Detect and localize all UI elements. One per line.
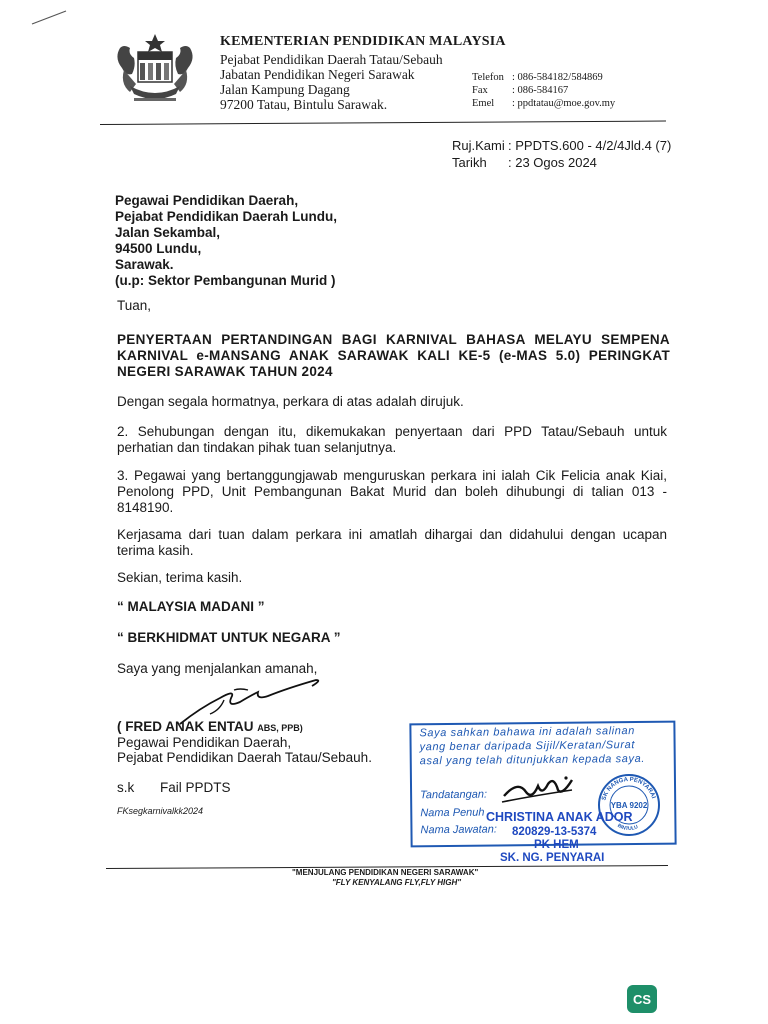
contact-telefon [472,72,603,83]
paragraph-3: 3. Pegawai yang bertanggungjawab menguruskan perkara ini ialah Cik Felicia anak Kiai, Penolong PPD, Unit Pembangunan Bakat Murid dan boleh dihubungi di talian 013 - 8148190. [117,468,667,515]
recipient-line: Pegawai Pendidikan Daerah, [115,193,299,208]
paragraph-4: Kerjasama dari tuan dalam perkara ini amatlah dihargai dan didahului dengan ucapan terima kasih. [117,527,667,558]
contact-value: : 086-584167 [512,85,569,96]
paragraph-1: Dengan segala hormatnya, perkara di atas adalah dirujuk. [117,394,464,409]
cc-label: s.k [117,780,135,795]
contact-fax [472,85,568,96]
stamp-line: asal yang telah ditunjukkan kepada saya. [419,752,646,768]
date-label: Tarikh [452,155,487,170]
ministry-name: KEMENTERIAN PENDIDIKAN MALAYSIA [220,34,506,49]
letter-subject: PENYERTAAN PERTANDINGAN BAGI KARNIVAL BAHASA MELAYU SEMPENA KARNIVAL e-MANSANG ANAK SARAWAK KALI KE-5 (e-MAS 5.0) PERINGKAT NEGERI SARAWAK TAHUN 2024 [117,332,670,379]
paragraph-2: 2. Sehubungan dengan itu, dikemukakan penyertaan dari PPD Tatau/Sebauh untuk perhatian dan tindakan pihak tuan selanjutnya. [117,424,667,455]
contact-label: Emel [472,98,495,109]
recipient-line: 94500 Lundu, [115,241,202,256]
address-line: Pejabat Pendidikan Daerah Tatau/Sebauh [220,52,443,67]
school-seal [596,772,662,838]
address-line: Jalan Kampung Dagang [220,82,350,97]
certifier-signature [496,774,586,810]
pen-mark [30,8,70,28]
address-line: 97200 Tatau, Bintulu Sarawak. [220,97,388,112]
recipient-line: (u.p: Sektor Pembangunan Murid ) [115,273,336,288]
signatory-name [117,719,303,734]
ref-value: : PPDTS.600 - 4/2/4Jld.4 (7) [508,138,672,153]
reference-number [452,138,671,153]
recipient-line: Pejabat Pendidikan Daerah Lundu, [115,209,338,224]
address-line: Jabatan Pendidikan Negeri Sarawak [220,67,415,82]
stamp-line: Saya sahkan bahawa ini adalah salinan [419,725,635,740]
closing-line: Saya yang menjalankan amanah, [117,661,318,676]
stamp-label-post: Nama Jawatan: [420,823,497,837]
reference-date [452,155,597,170]
footer-motto-1: "MENJULANG PENDIDIKAN NEGERI SARAWAK" [292,868,479,877]
contact-value: : ppdtatau@moe.gov.my [512,98,616,109]
seal-ring-bottom: BINTULU [616,822,639,833]
seal-center: YBA 9202 [610,801,648,810]
contact-label: Fax [472,85,488,96]
contact-label: Telefon [472,72,504,83]
contact-value: : 086-584182/584869 [512,72,603,83]
signatory-honours: ABS, PPB) [257,723,303,733]
recipient-line: Sarawak. [115,257,174,272]
stamp-label-signature: Tandatangan: [420,788,488,802]
recipient-line: Jalan Sekambal, [115,225,221,240]
slogan-berkhidmat: “ BERKHIDMAT UNTUK NEGARA ” [117,630,341,645]
certifier-school: SK. NG. PENYARAI [500,852,605,864]
stamp-line: yang benar daripada Sijil/Keratan/Surat [419,739,636,754]
ref-label: Ruj.Kami [452,138,505,153]
signatory-name-text: ( FRED ANAK ENTAU [117,719,254,734]
certifier-ic: 820829-13-5374 [512,826,597,838]
coat-of-arms-logo [108,30,202,106]
file-reference: FKsegkarnivalkk2024 [117,806,204,816]
letterhead-divider [100,121,666,125]
date-value: : 23 Ogos 2024 [508,155,597,170]
slogan-madani: “ MALAYSIA MADANI ” [117,599,265,614]
signatory-office: Pejabat Pendidikan Daerah Tatau/Sebauh. [117,750,372,765]
certifier-post: PK HEM [534,839,579,851]
cc-line [117,780,231,795]
salutation: Tuan, [117,298,152,313]
contact-email [472,98,615,109]
paragraph-5: Sekian, terima kasih. [117,570,243,585]
footer-motto-2: "FLY KENYALANG FLY,FLY HIGH" [332,878,462,887]
signatory-title: Pegawai Pendidikan Daerah, [117,735,292,750]
certifier-name: CHRISTINA ANAK ADOR [486,810,633,824]
seal-ring-top: SK NANGA PENYARAI [601,776,657,802]
cc-value: Fail PPDTS [160,780,231,795]
stamp-label-name: Nama Penuh [420,806,485,820]
camscanner-badge-icon: CS [627,985,657,1013]
